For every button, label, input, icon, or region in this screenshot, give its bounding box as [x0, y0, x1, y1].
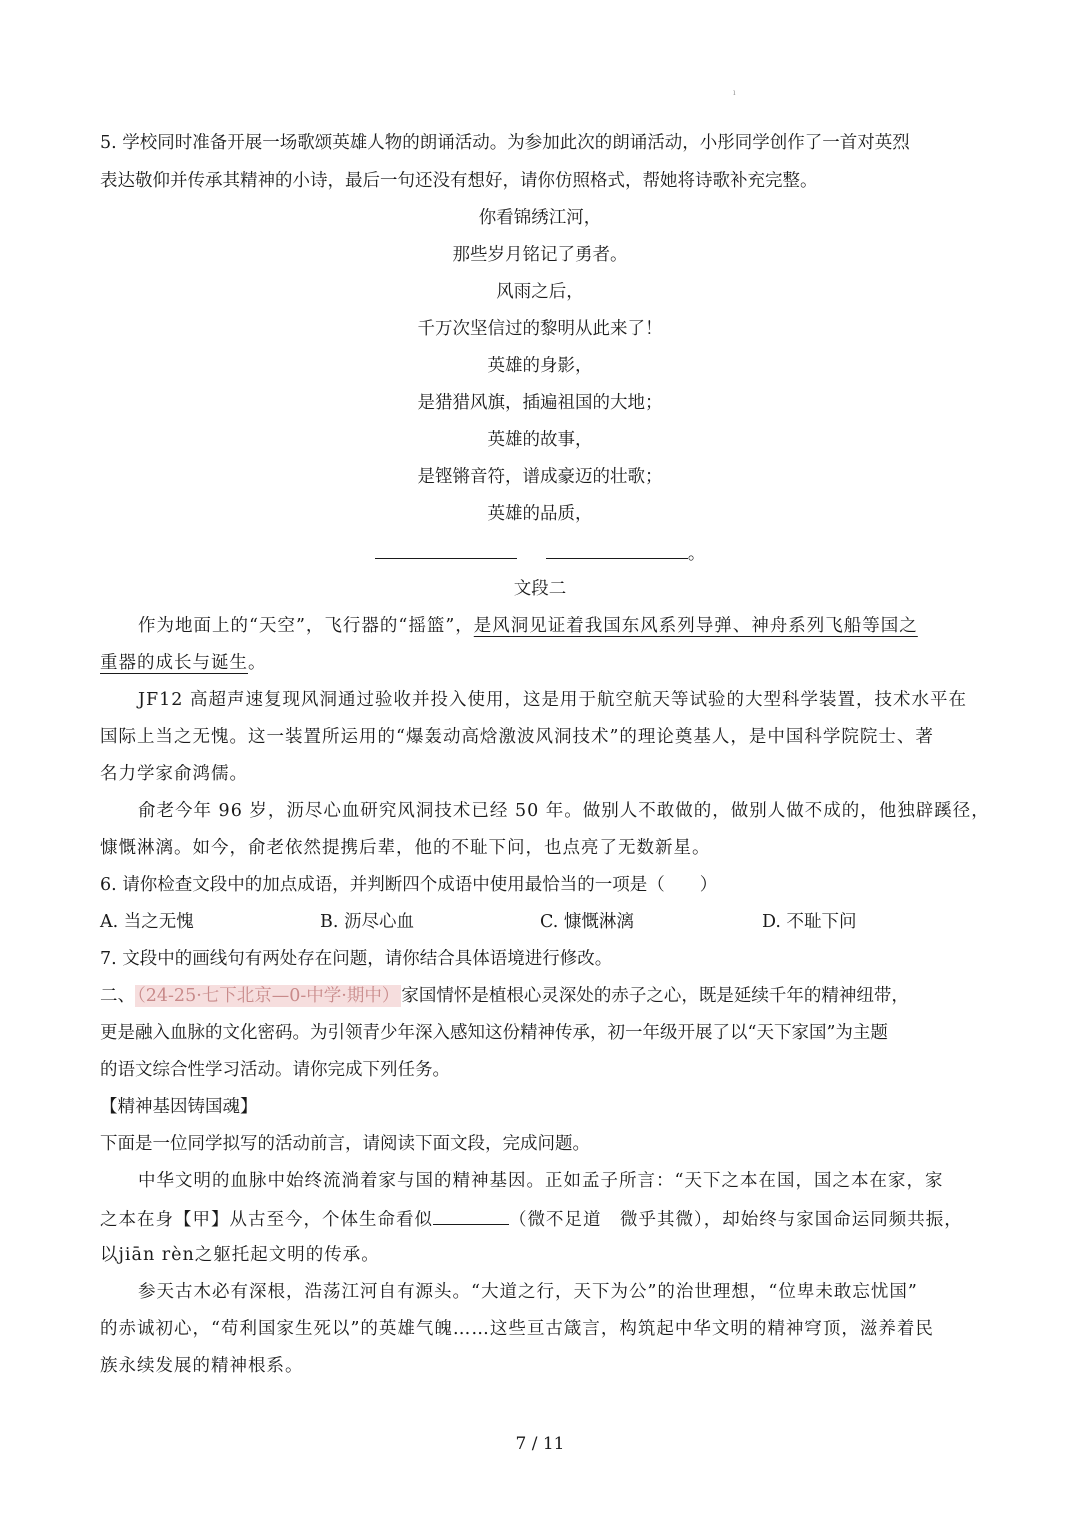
- poem-line: 风雨之后，: [496, 282, 584, 302]
- poem-line: 英雄的身影，: [487, 356, 593, 376]
- poem-answer-blanks: [0, 540, 1080, 566]
- q6-option-b[interactable]: B. 沥尽心血: [320, 912, 414, 932]
- q7-stem: 7. 文段中的画线句有两处存在问题，请你结合具体语境进行修改。: [100, 949, 613, 969]
- passage2-p1-lead: 作为地面上的“天空”，飞行器的“摇篮”，: [138, 616, 474, 636]
- fill-blank[interactable]: [433, 1206, 509, 1225]
- part2-line2: 更是融入血脉的文化密码。为引领青少年深入感知这份精神传承，初一年级开展了以“天下家国”为主题: [100, 1023, 888, 1043]
- page-number: 7 / 11: [515, 1434, 565, 1454]
- part2-line1: [100, 984, 980, 1008]
- poem-line: 是猎猎风旗，插遍祖国的大地；: [417, 393, 663, 413]
- preface-para1-line3: 以jiān rèn之躯托起文明的传承。: [100, 1245, 380, 1265]
- underlined-sentence: 是风洞见证着我国东风系列导弹、神舟系列飞船等国之: [473, 616, 918, 636]
- answer-blank-2[interactable]: [546, 540, 688, 559]
- source-tag: （24-25·七下北京—0-中学·期中）: [137, 986, 400, 1006]
- q5-stem-line-1: 5. 学校同时准备开展一场歌颂英雄人物的朗诵活动。为参加此次的朗诵活动，小彤同学创作了一首对英烈: [100, 133, 910, 153]
- section-title: 文段二: [513, 579, 567, 599]
- poem-line: 千万次坚信过的黎明从此来了！: [417, 319, 663, 339]
- preface-para2-line1: 参天古木必有深根，浩荡江河自有源头。“大道之行，天下为公”的治世理想，“位卑未敢忘忧国”: [138, 1282, 918, 1302]
- q6-option-a[interactable]: A. 当之无愧: [100, 912, 194, 932]
- answer-blank-1[interactable]: [375, 540, 517, 559]
- task-intro: 下面是一位同学拟写的活动前言，请阅读下面文段，完成问题。: [100, 1134, 590, 1154]
- poem-line: 那些岁月铭记了勇者。: [452, 245, 628, 265]
- underlined-sentence-end: 重器的成长与诞生: [100, 653, 248, 673]
- preface-text: （微不足道 微乎其微），却始终与家国命运同频共振，: [509, 1210, 963, 1230]
- period: 。: [248, 653, 267, 673]
- preface-text: 之本在身【甲】从古至今，个体生命看似: [100, 1210, 433, 1230]
- q5-stem-line-2: 表达敬仰并传承其精神的小诗，最后一句还没有想好，请你仿照格式，帮她将诗歌补充完整。: [100, 171, 818, 191]
- passage2-para2-line3: 名力学家俞鸿儒。: [100, 764, 248, 784]
- poem-end-mark: 。: [687, 544, 706, 564]
- poem-line: 英雄的故事，: [487, 430, 593, 450]
- passage2-para3-line2: 慷慨淋漓。如今，俞老依然提携后辈，他的不耻下问，也点亮了无数新星。: [100, 838, 711, 858]
- preface-para2-line2: 的赤诚初心，“苟利国家生死以”的英雄气魄……这些亘古箴言，构筑起中华文明的精神穹顶，滋养着民: [100, 1319, 934, 1339]
- section-heading: 【精神基因铸国魂】: [100, 1097, 258, 1117]
- part2-line3: 的语文综合性学习活动。请你完成下列任务。: [100, 1060, 450, 1080]
- passage2-para3-line1: 俞老今年 96 岁，沥尽心血研究风洞技术已经 50 年。做别人不敢做的，做别人做不成的，他独辟蹊径，: [138, 801, 990, 821]
- q6-option-d[interactable]: D. 不耻下问: [762, 912, 857, 932]
- header-mark: ı: [733, 88, 736, 97]
- preface-para1-line2: [100, 1206, 980, 1232]
- preface-para1-line1: 中华文明的血脉中始终流淌着家与国的精神基因。正如孟子所言：“天下之本在国，国之本在家，家: [138, 1171, 944, 1191]
- q6-option-c[interactable]: C. 慷慨淋漓: [540, 912, 634, 932]
- part2-line1-text: 家国情怀是植根心灵深处的赤子之心，既是延续千年的精神纽带，: [401, 986, 909, 1006]
- preface-para2-line3: 族永续发展的精神根系。: [100, 1356, 304, 1376]
- poem-line: 是铿锵音符，谱成豪迈的壮歌；: [417, 467, 663, 487]
- passage2-para2-line1: JF12 高超声速复现风洞通过验收并投入使用，这是用于航空航天等试验的大型科学装置，技术水平在: [138, 690, 967, 710]
- poem-line: 你看锦绣江河，: [478, 208, 602, 228]
- passage2-para2-line2: 国际上当之无愧。这一装置所运用的“爆轰动高焓激波风洞技术”的理论奠基人，是中国科学院院士、著: [100, 727, 934, 747]
- passage2-para1-line1: [138, 614, 980, 638]
- passage2-para1-line2: [100, 651, 980, 675]
- poem-line: 英雄的品质，: [487, 504, 593, 524]
- part2-prefix: 二、: [100, 986, 135, 1006]
- q6-stem: 6. 请你检查文段中的加点成语，并判断四个成语中使用最恰当的一项是（ ）: [100, 875, 718, 895]
